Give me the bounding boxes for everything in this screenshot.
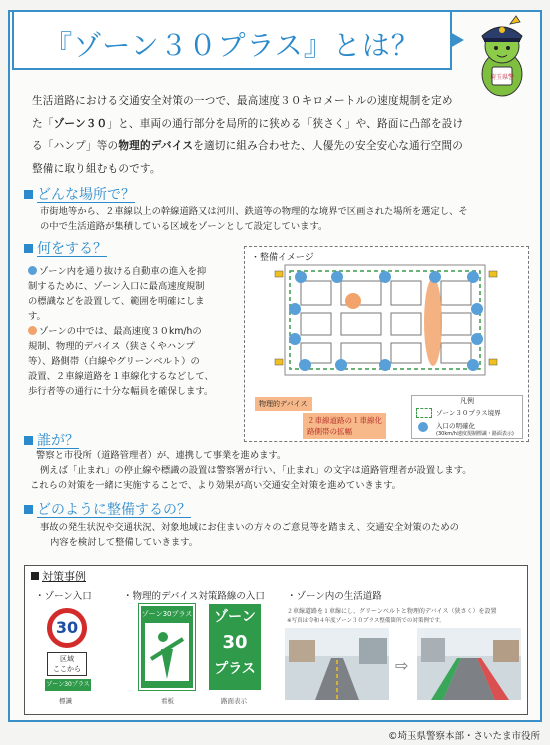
intro-paragraph	[32, 90, 522, 180]
square-bullet-icon	[31, 572, 39, 580]
square-bullet-icon	[24, 244, 33, 253]
case-col2-title: ・物理的デバイス対策路線の入口	[123, 591, 265, 602]
legend-box: 凡例 ゾーン３０プラス境界 入口の明確化 (30km/h速度規制標識・路面表示)	[411, 395, 523, 439]
device-label: 物理的デバイス	[255, 397, 312, 411]
section-body-how: 事故の発生状況や交通状況、対象地域にお住まいの方々のご意見等を踏まえ、交通安全対策のための 内容を検討して整備していきます。	[40, 522, 459, 548]
intro-bold-device: 物理的デバイス	[118, 140, 194, 152]
section-title-how: どのように整備するの？	[24, 499, 191, 519]
road-marking: ゾーン 30 プラス	[209, 604, 261, 690]
intro-line: た「ゾーン３０」と、車両の通行部分を局所的に狭める「狭さく」や、路面に凸部を設け	[32, 117, 464, 130]
intro-bold-zone30: ゾーン３０	[53, 117, 108, 130]
zone30plus-plate: ゾーン30プラス	[45, 679, 91, 691]
intro-line: 生活道路における交通安全対策の一つで、最高速度３０キロメートルの速度規制を定め	[32, 95, 453, 107]
title-banner	[12, 10, 452, 70]
caption-sign: 標識	[59, 697, 72, 705]
caption-road-marking: 路面表示	[221, 697, 247, 705]
cases-title: 対策事例	[31, 568, 86, 584]
square-bullet-icon	[24, 190, 33, 199]
case-col1-title: ・ゾーン入口	[35, 591, 92, 602]
zone-diagram	[244, 246, 529, 442]
section-title-what: 何をする？	[24, 238, 107, 258]
intro-line: 整備に取り組むものです。	[32, 162, 161, 175]
section-title-who: 誰が？	[24, 430, 79, 450]
footer-credit: ©埼玉県警察本部・さいたま市役所	[387, 731, 540, 742]
mascot-badge-text: 埼玉県警	[489, 74, 515, 81]
zone-start-plate: 区域 ここから	[47, 652, 87, 676]
lane-label: ２車線道路の１車線化 路側帯の拡幅	[303, 413, 386, 439]
zone-board-sign: ゾーン30プラス	[139, 604, 195, 690]
case-col3-title: ・ゾーン内の生活道路	[287, 591, 382, 602]
intro-line: る「ハンプ」等の物理的デバイスを適切に組み合わせた、人優先の安全安心な通行空間の	[32, 140, 464, 152]
square-bullet-icon	[24, 505, 33, 514]
arrow-right-icon: ⇨	[395, 656, 409, 675]
speed-limit-sign: 30	[47, 608, 87, 648]
section-body-what-1: ゾーン内を通り抜ける自動車の進入を抑 制するために、ゾーン入口に最高速度規制 の標識などを設置して、範囲を明確にしま す。	[28, 266, 207, 322]
square-bullet-icon	[24, 436, 33, 445]
before-photo	[285, 628, 389, 700]
case-note-1: ２車線道路を１車線にし、グリーンベルトと物理的デバイス（狭さく）を設置	[287, 608, 497, 615]
orange-dot-icon	[28, 326, 37, 335]
mascot-illustration	[470, 12, 534, 98]
diagram-title: ・整備イメージ	[251, 253, 314, 263]
caption-board: 看板	[161, 697, 174, 705]
board-illustration	[141, 619, 193, 685]
section-body-who: 警察と市役所（道路管理者）が、連携して事業を進めます。 例えば「止まれ」の停止線や標識の設置は警察署が行い、「止まれ」の文字は道路管理者が設置します。 これらの対策を一緒に実施することで、より効果が高い交通安全対策を進めていきます。	[30, 450, 472, 491]
blue-dot-icon	[28, 266, 37, 275]
entrance-legend-icon	[418, 422, 428, 432]
section-title-where: どんな場所で？	[24, 184, 135, 204]
page-title: 『ゾーン３０プラス』とは？	[44, 29, 420, 62]
section-body-what-2: ゾーンの中では、最高速度３０km/hの 規制、物理的デバイス（狭さくやハンプ 等）、路側帯（白線やグリーンベルト）の 設置、２車線道路を１車線化するなどして、 歩行者等の通行に十分な幅員を確保します。	[28, 326, 214, 397]
case-note-2: ※写真は令和４年度ゾーン３０プラス整備箇所での対策例です。	[287, 618, 445, 624]
after-photo	[417, 628, 521, 700]
boundary-legend-icon	[416, 408, 432, 418]
case-examples-box	[24, 565, 528, 715]
section-body-where: 市街地等から、２車線以上の幹線道路又は河川、鉄道等の物理的な境界で区画された場所を選定し、そ の中で生活道路が集積している区域をゾーンとして設定しています。	[40, 206, 468, 232]
